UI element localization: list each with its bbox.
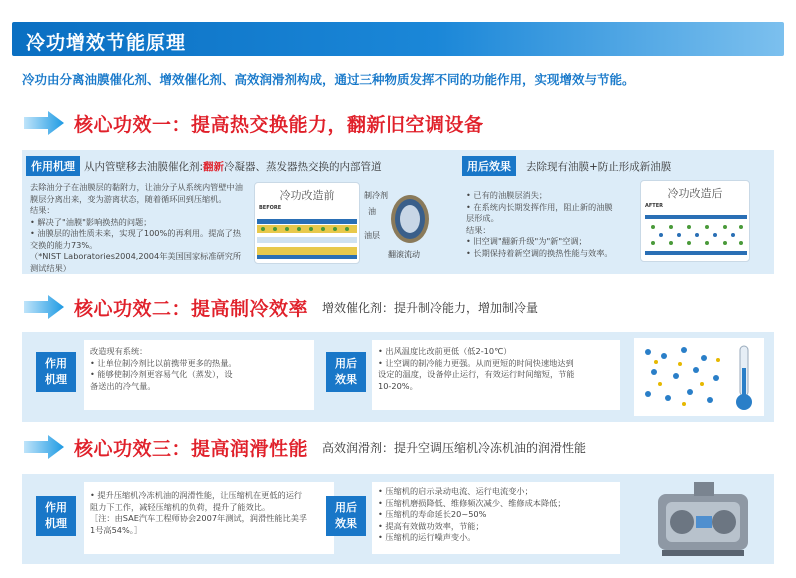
arrow-right-icon	[24, 295, 64, 319]
body-line: • 压缩机的启示录动电流、运行电流变小；	[378, 486, 533, 496]
section-2-panel	[22, 332, 774, 422]
tube-cross-section-icon	[388, 192, 432, 246]
body-line: 层形成。	[466, 213, 499, 223]
section-3-panel	[22, 474, 774, 564]
section-3-title: 核心功效三：提高润滑性能	[74, 437, 309, 460]
body-line: 设定的温度，设备停止运行，有效运行时间缩短，节能	[378, 369, 575, 379]
body-line: ［注：由SAE汽车工程师协会2007年测试，润滑性能比美孚	[90, 513, 308, 523]
intro-text: 冷功由分离油膜催化剂、增效催化剂、高效润滑剂构成，通过三种物质发挥不同的功能作用，实现增效与节能。	[22, 72, 635, 87]
body-line: 结果：	[466, 224, 491, 235]
molecule-thermometer-graphic	[634, 338, 764, 416]
body-line: • 压缩机的寿命延长20~50%	[378, 509, 487, 519]
section-2-subtitle: 增效催化剂：提升制冷能力，增加制冷量	[322, 300, 539, 315]
effect-tag: 用后效果	[462, 156, 516, 176]
compressor-image	[644, 474, 768, 564]
body-line: • 出风温度比改前更低（低2-10℃）	[378, 346, 512, 356]
molecule-diagram	[634, 338, 764, 416]
body-line: 膜层分离出来，变为游离状态，随着循环回到压缩机。	[30, 193, 227, 204]
arrow-right-icon	[24, 111, 64, 135]
section-1-effect-header	[462, 156, 671, 176]
mechanism-tag: 作用机理	[26, 156, 80, 176]
body-line: 10-20%。	[378, 380, 418, 391]
section-2-heading	[24, 292, 538, 322]
section-2-mechanism-body	[90, 346, 237, 392]
arrow-right-icon	[24, 435, 64, 459]
after-clean-tube-graphic	[645, 211, 747, 259]
body-line: • 能够使制冷剂更容易气化（蒸发），设	[90, 369, 233, 379]
body-line: • 长期保持着新空调的换热性能与效率。	[466, 247, 613, 258]
after-caption: 冷功改造后	[667, 187, 723, 200]
section-3-mechanism-card	[84, 482, 334, 554]
tube-label-oil-layer: 油层	[364, 231, 380, 240]
body-line: 测试结果）	[30, 262, 71, 273]
section-3-mechanism-body	[90, 490, 307, 536]
body-line: • 油膜层的油性质未来，实现了100%的再利用。提高了热	[30, 228, 241, 238]
body-line: • 已有的油膜层消失；	[466, 190, 548, 200]
after-label: AFTER	[645, 203, 663, 209]
section-1-mechanism-header	[26, 156, 382, 176]
section-1-heading	[24, 108, 484, 138]
section-3-effect-body	[378, 486, 566, 544]
before-diagram	[254, 182, 360, 264]
section-2-mechanism-card	[84, 340, 314, 410]
tube-diagram	[362, 186, 432, 268]
section-2-effect-body	[378, 346, 575, 392]
compressor-icon	[644, 474, 768, 564]
mechanism-suffix: 冷凝器、蒸发器热交换的内部管道	[224, 161, 382, 173]
mechanism-prefix: 从内管壁移去油膜催化剂:	[84, 161, 204, 173]
body-line: • 旧空调"翻新升级"为"新"空调；	[466, 236, 587, 246]
body-line: • 提高有效做功效率，节能；	[378, 520, 484, 531]
body-line: （*NIST Laboratories2004,2004年美国国家标准研究所	[30, 251, 242, 261]
body-line: 去除油分子在油膜层的黏附力，让油分子从系统内管壁中油	[30, 182, 243, 192]
section-3-effect-card	[372, 482, 620, 554]
body-line: 1号高54%。］	[90, 524, 143, 535]
body-line: • 在系统内长期发挥作用，阻止新的油膜	[466, 201, 613, 212]
page-title-bar	[12, 22, 784, 56]
section-1-mechanism-body	[30, 182, 243, 274]
body-line: • 解决了"油膜"影响换热的问题；	[30, 216, 152, 227]
tube-label-flow: 翻滚流动	[388, 250, 420, 259]
tube-label-oil: 油	[368, 207, 376, 216]
body-line: • 提升压缩机冷冻机油的润滑性能，让压缩机在更低的运行	[90, 490, 303, 500]
body-line: 结果：	[30, 205, 55, 215]
section-2-effect-card	[372, 340, 620, 410]
section-3-heading	[24, 432, 586, 462]
section-3-effect-tag: 用后 效果	[326, 496, 366, 536]
body-line: 改造现有系统：	[90, 346, 148, 356]
effect-text: 去除现有油膜+防止形成新油膜	[526, 161, 672, 173]
section-1-panel	[22, 150, 774, 274]
after-diagram	[640, 180, 750, 262]
mechanism-highlight: 翻新	[203, 161, 225, 173]
section-2-title: 核心功效二：提高制冷效率	[74, 297, 309, 320]
body-line: 备送出的冷气量。	[90, 380, 156, 391]
before-caption: 冷功改造前	[279, 189, 335, 202]
page-title: 冷功增效节能原理	[26, 32, 187, 54]
section-3-mechanism-tag: 作用 机理	[36, 496, 76, 536]
body-line: • 让单位制冷剂比以前携带更多的热量。	[90, 357, 237, 368]
body-line: • 让空调的制冷能力更强。从而更短的时间快速地达到	[378, 357, 574, 368]
body-line: • 压缩机的运行噪声变小。	[378, 532, 476, 542]
section-1-title: 核心功效一：提高热交换能力，翻新旧空调设备	[74, 113, 484, 136]
section-2-effect-tag: 用后 效果	[326, 352, 366, 392]
body-line: 交换的能力73%。	[30, 239, 98, 250]
tube-label-refrigerant: 制冷剂	[364, 191, 388, 200]
section-2-mechanism-tag: 作用 机理	[36, 352, 76, 392]
before-label: BEFORE	[259, 205, 282, 211]
body-line: • 压缩机磨损降低、维修频次减少、维修成本降低；	[378, 497, 566, 508]
before-oil-film-graphic	[257, 211, 357, 261]
section-1-effect-body	[466, 190, 613, 259]
body-line: 阻力下工作，减轻压缩机的负荷，提升了能效比。	[90, 501, 271, 512]
section-3-subtitle: 高效润滑剂：提升空调压缩机冷冻机油的润滑性能	[322, 440, 587, 455]
